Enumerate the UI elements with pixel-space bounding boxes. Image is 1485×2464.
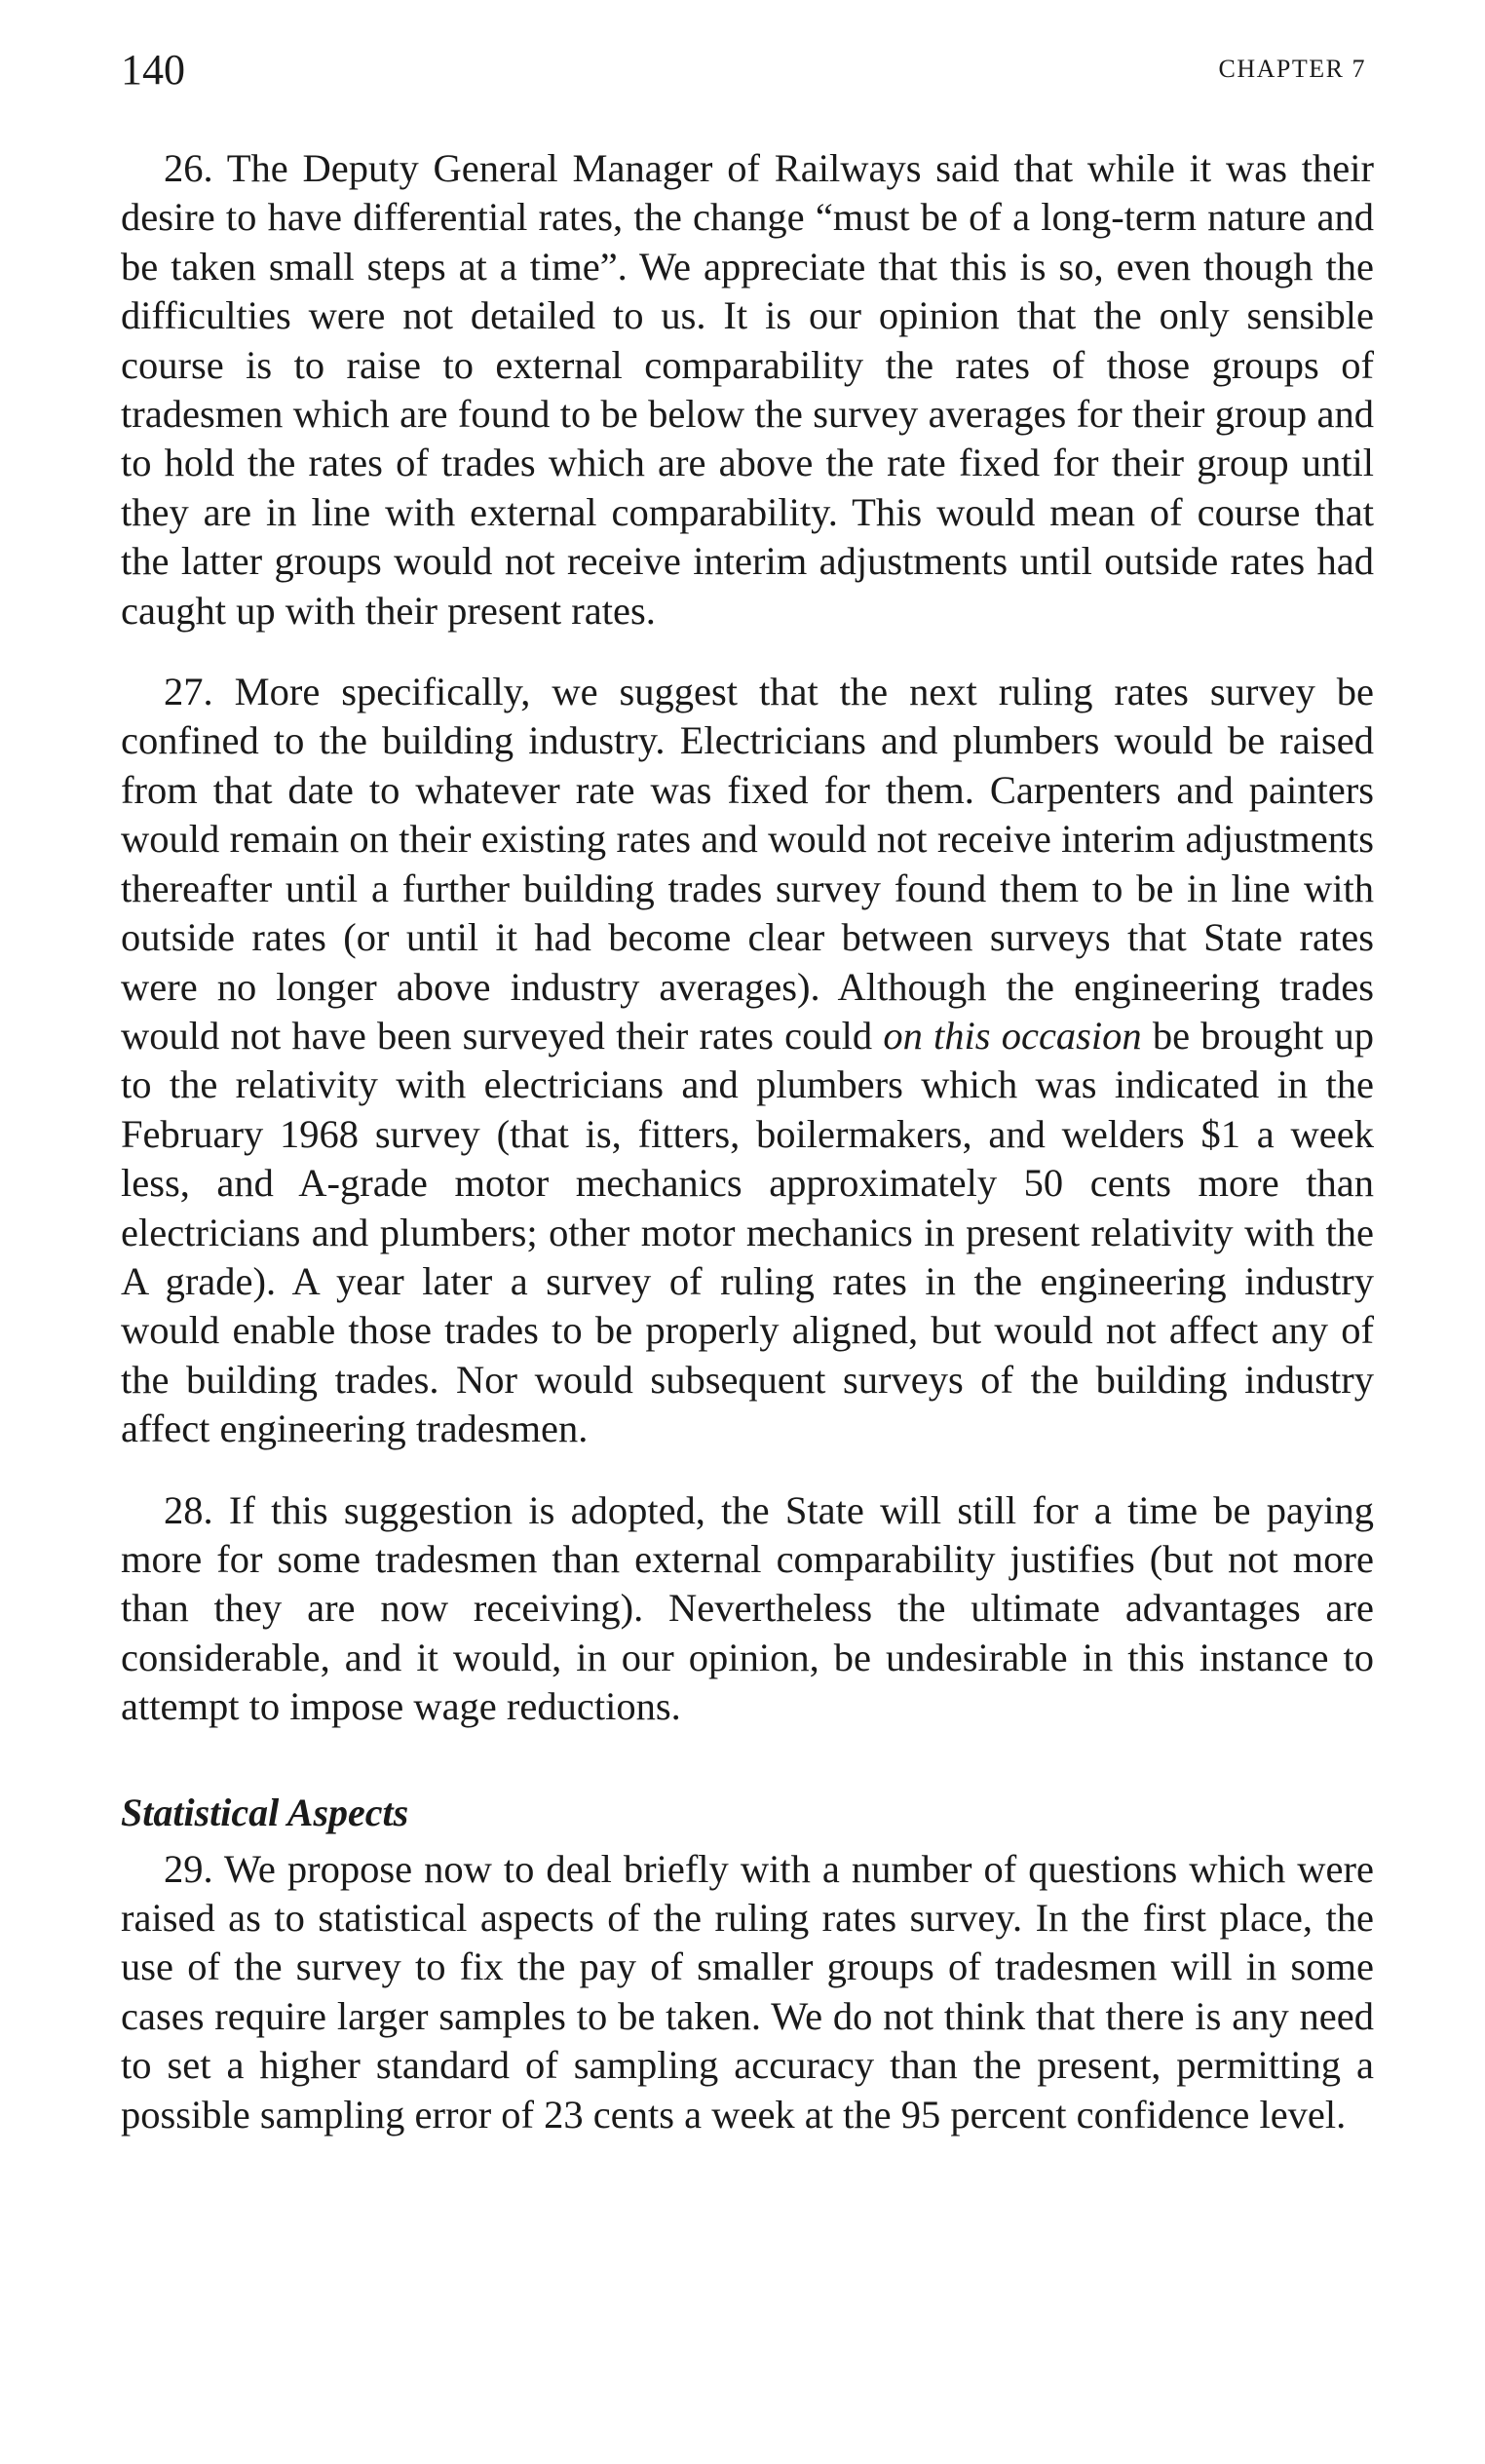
paragraph-number: 29. <box>164 1846 213 1891</box>
body-text <box>121 144 1374 2139</box>
paragraph-text: More specifically, we suggest that the next ruling rates survey be confined to the building industry. Electricians and plumbers would be raised from that date to whatever rate was fixed for them. Carpenters and painters would remain on their existing rates and would not receive interim adjustments thereafter until a further building trades survey found them to be in line with outside rates (or until it had become clear between surveys that State rates were no longer above industry averages). Although the engineering trades would not have been surveyed their rates could <box>121 670 1374 1058</box>
section-heading: Statistical Aspects <box>121 1790 409 1834</box>
paragraph-26 <box>121 144 1374 635</box>
italic-emphasis: on this occasion <box>883 1013 1142 1058</box>
paragraph-number: 26. <box>164 146 213 190</box>
running-head: CHAPTER 7 <box>1218 55 1366 83</box>
paragraph-text: The Deputy General Manager of Railways said that while it was their desire to have differential rates, the change “must be of a long-term nature and be taken small steps at a time”. We appreciate that this is so, even though the difficulties were not detailed to us. It is our opinion that the only sensible course is to raise to external comparability the rates of those groups of tradesmen which are found to be below the survey averages for their group and to hold the rates of trades which are above the rate fixed for their group until they are in line with external comparability. This would mean of course that the latter groups would not receive interim adjustments until outside rates had caught up with their present rates. <box>121 146 1374 633</box>
paragraph-28 <box>121 1486 1374 1732</box>
paragraph-27 <box>121 668 1374 1454</box>
paragraph-29 <box>121 1845 1374 2139</box>
paragraph-number: 28. <box>164 1487 213 1532</box>
paragraph-text-continued: be brought up to the relativity with electricians and plumbers which was indicated in the February 1968 survey (that is, fitters, boilermakers, and welders $1 a week less, and A-grade motor mechanics approximately 50 cents more than electricians and plumbers; other motor mechanics in present relativity with the A grade). A year later a survey of ruling rates in the engineering industry would enable those trades to be properly aligned, but would not affect any of the building trades. Nor would subsequent surveys of the building industry affect engineering tradesmen. <box>121 1013 1374 1451</box>
paragraph-number: 27. <box>164 670 213 714</box>
paragraph-text: We propose now to deal briefly with a number of questions which were raised as to statistical aspects of the ruling rates survey. In the first place, the use of the survey to fix the pay of smaller groups of tradesmen will in some cases require larger samples to be taken. We do not think that there is any need to set a higher standard of sampling accuracy than the present, permitting a possible sampling error of 23 cents a week at the 95 percent confidence level. <box>121 1846 1374 2137</box>
page-number: 140 <box>121 46 185 94</box>
paragraph-text: If this suggestion is adopted, the State will still for a time be paying more for some tradesmen than external comparability justifies (but not more than they are now receiving). Nevertheless the ultimate advantages are considerable, and it would, in our opinion, be undesirable in this instance to attempt to impose wage reductions. <box>121 1487 1375 1729</box>
